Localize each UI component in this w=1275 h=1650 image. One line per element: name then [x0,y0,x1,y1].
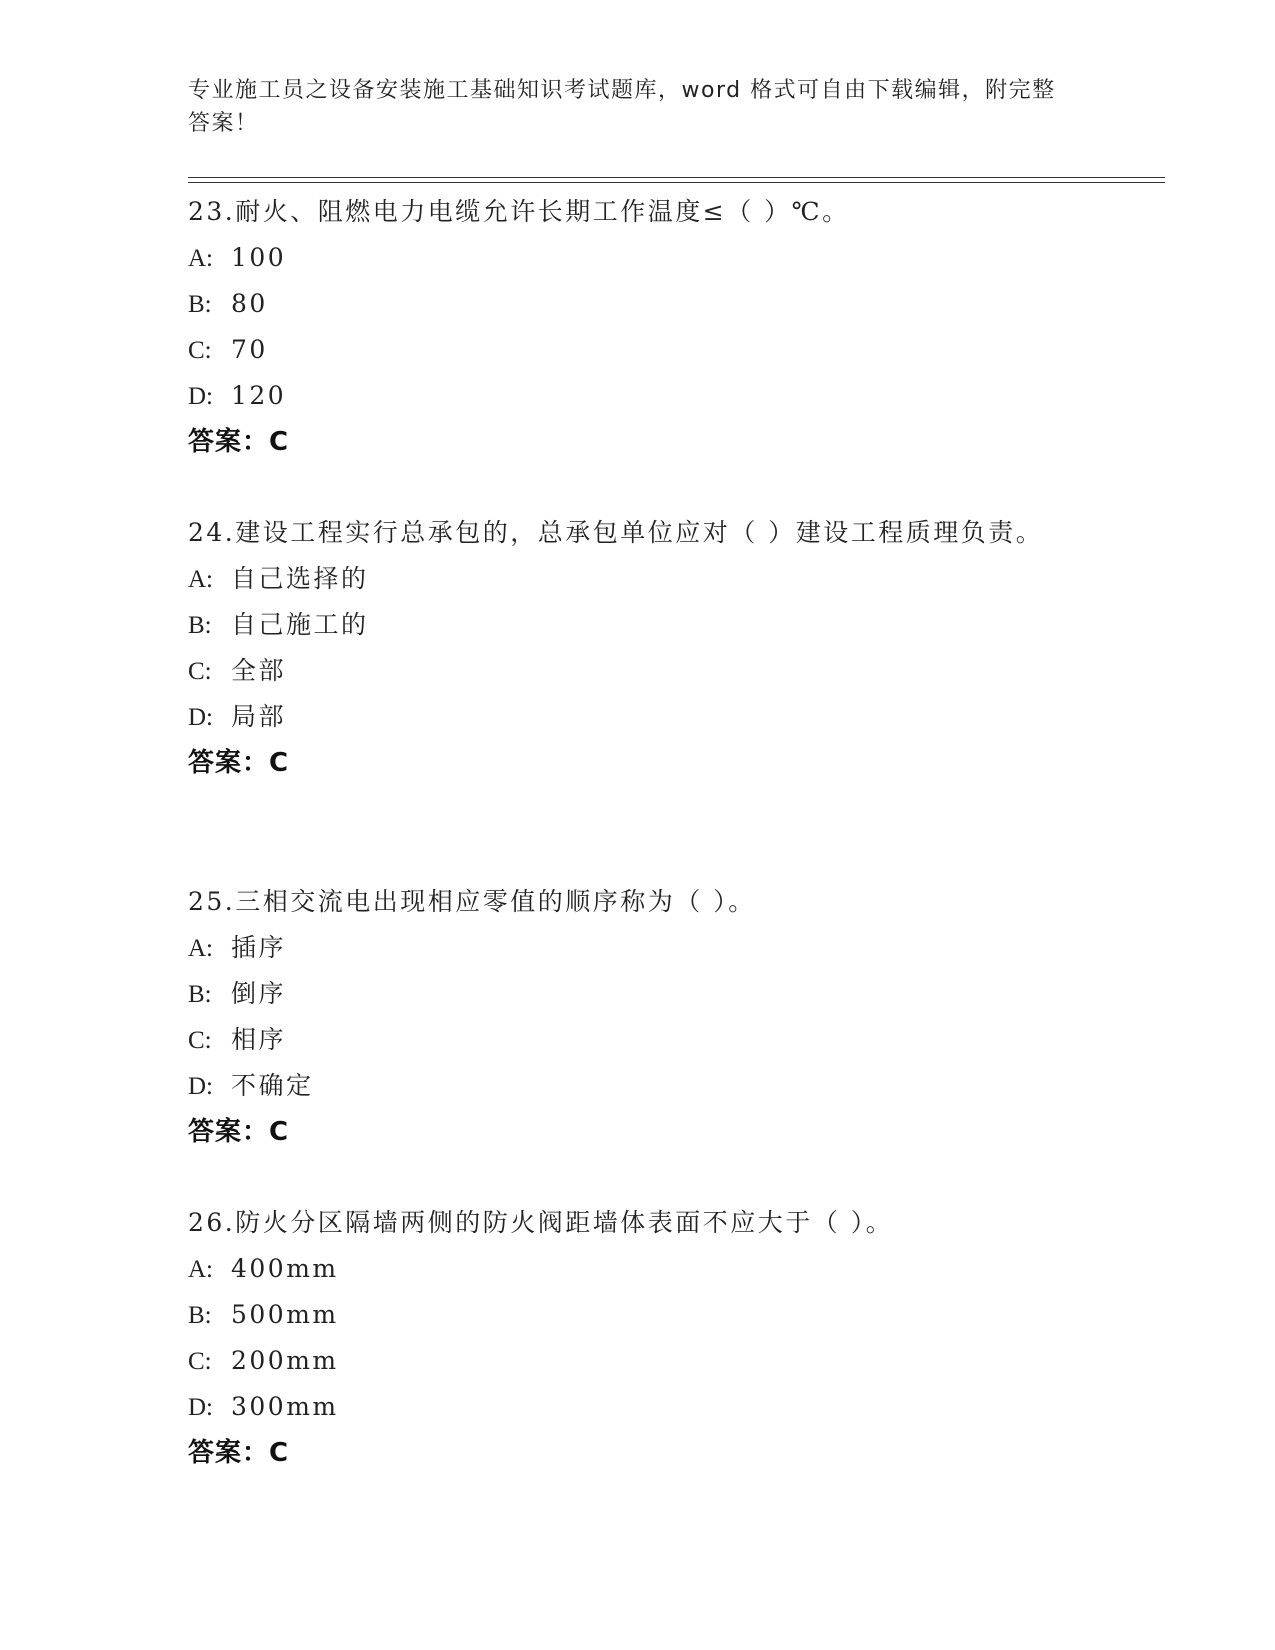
option-text: 400mm [231,1254,339,1283]
question-24 [188,510,1088,786]
question-stem: 24.建设工程实行总承包的，总承包单位应对（ ）建设工程质理负责。 [188,518,1044,547]
option-letter: B: [188,291,212,318]
option-d [188,1063,1088,1109]
option-letter: C: [188,1348,212,1375]
option-letter: D: [188,1394,213,1421]
option-a [188,925,1088,971]
option-d [188,694,1088,740]
option-letter: C: [188,658,212,685]
option-letter: A: [188,935,213,962]
document-header: 专业施工员之设备安装施工基础知识考试题库，word 格式可自由下载编辑，附完整答案！ [188,78,1056,136]
option-text: 相序 [231,1025,287,1054]
option-letter: B: [188,981,212,1008]
option-a [188,556,1088,602]
option-letter: B: [188,1302,212,1329]
option-text: 不确定 [231,1071,314,1100]
option-text: 200mm [231,1346,339,1375]
question-25 [188,879,1088,1155]
option-letter: B: [188,612,212,639]
option-b [188,1292,1088,1338]
option-c [188,1338,1088,1384]
option-text: 300mm [231,1392,339,1421]
option-text: 自己选择的 [231,564,369,593]
option-text: 插序 [231,933,287,962]
option-text: 80 [231,289,268,318]
option-d [188,1384,1088,1430]
answer-line: 答案：C [188,1438,290,1468]
question-stem: 23.耐火、阻燃电力电缆允许长期工作温度≤（ ）℃。 [188,197,850,226]
option-letter: D: [188,1073,213,1100]
option-letter: D: [188,383,213,410]
option-c [188,1017,1088,1063]
option-c [188,327,1088,373]
answer-line: 答案：C [188,427,290,457]
option-a [188,235,1088,281]
option-c [188,648,1088,694]
header-divider-bottom [188,182,1165,183]
option-letter: A: [188,245,213,272]
option-text: 局部 [231,702,287,731]
question-stem: 26.防火分区隔墙两侧的防火阀距墙体表面不应大于（ ）。 [188,1208,894,1237]
option-a [188,1246,1088,1292]
option-letter: C: [188,1027,212,1054]
option-letter: A: [188,1256,213,1283]
option-letter: A: [188,566,213,593]
option-text: 全部 [231,656,287,685]
option-d [188,373,1088,419]
option-text: 倒序 [231,979,287,1008]
option-text: 70 [231,335,268,364]
question-23 [188,189,1088,465]
option-b [188,281,1088,327]
option-b [188,602,1088,648]
option-text: 500mm [231,1300,339,1329]
option-b [188,971,1088,1017]
option-letter: C: [188,337,212,364]
question-stem: 25.三相交流电出现相应零值的顺序称为（ ）。 [188,887,756,916]
option-text: 100 [231,243,287,272]
question-26 [188,1200,1088,1476]
header-divider-top [188,177,1165,178]
option-text: 自己施工的 [231,610,369,639]
option-letter: D: [188,704,213,731]
answer-line: 答案：C [188,748,290,778]
answer-line: 答案：C [188,1117,290,1147]
option-text: 120 [231,381,287,410]
